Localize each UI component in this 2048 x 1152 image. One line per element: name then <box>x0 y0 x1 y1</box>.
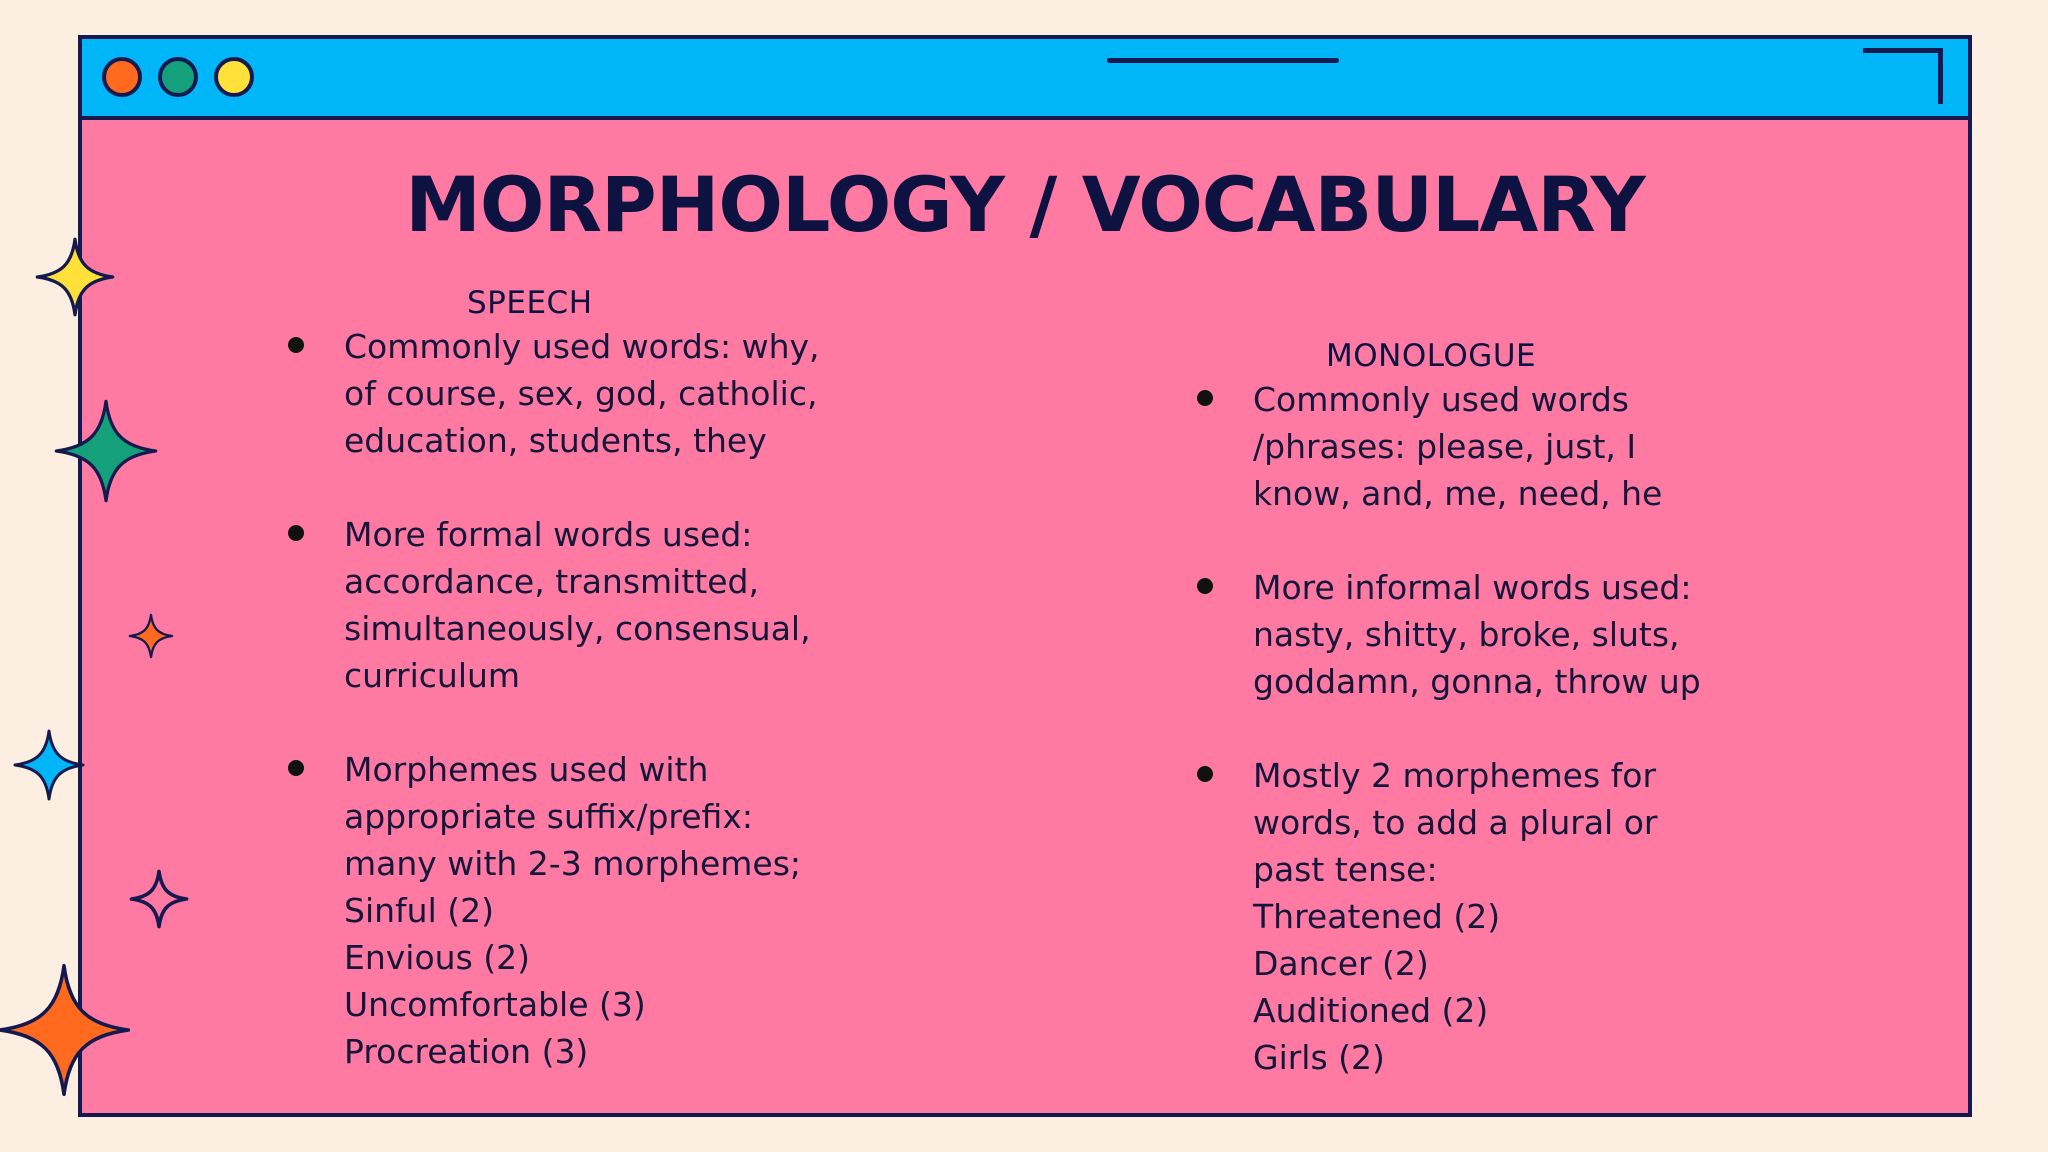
bullet-dot-icon <box>1197 766 1213 782</box>
speech-bullet-3 <box>344 746 1044 1075</box>
bullet-dot-icon <box>288 760 304 776</box>
speech-bullet-3-line-7: Procreation (3) <box>344 1032 589 1072</box>
speech-bullet-1-line-3: education, students, they <box>344 421 767 461</box>
corner-bracket-icon <box>1863 48 1943 104</box>
monologue-bullet-list <box>1253 376 1953 1081</box>
monologue-bullet-3-line-3: past tense: <box>1253 850 1438 890</box>
monologue-bullet-2-line-2: nasty, shitty, broke, sluts, <box>1253 615 1680 655</box>
speech-column <box>344 285 1044 1075</box>
monologue-bullet-3-line-7: Girls (2) <box>1253 1038 1385 1078</box>
close-dot-icon[interactable] <box>102 57 142 97</box>
minimize-dot-icon[interactable] <box>158 57 198 97</box>
speech-bullet-3-line-6: Uncomfortable (3) <box>344 985 646 1025</box>
outline-star-icon <box>129 866 189 932</box>
monologue-bullet-1-line-3: know, and, me, need, he <box>1253 474 1663 514</box>
speech-bullet-3-line-5: Envious (2) <box>344 938 530 978</box>
bullet-dot-icon <box>288 525 304 541</box>
yellow-star-icon <box>34 234 116 320</box>
titlebar-line-decoration <box>1107 58 1339 63</box>
monologue-column <box>1253 338 1953 1081</box>
speech-bullet-2-line-2: accordance, transmitted, <box>344 562 759 602</box>
speech-bullet-1 <box>344 323 1044 464</box>
small-orange-star-icon <box>128 604 174 668</box>
speech-bullet-3-line-1: Morphemes used with <box>344 750 709 790</box>
monologue-bullet-2 <box>1253 564 1953 705</box>
green-star-icon <box>52 394 160 508</box>
large-orange-star-icon <box>0 937 134 1123</box>
speech-bullet-2-line-3: simultaneously, consensual, <box>344 609 811 649</box>
bullet-dot-icon <box>1197 578 1213 594</box>
bullet-dot-icon <box>1197 390 1213 406</box>
monologue-bullet-3-line-6: Auditioned (2) <box>1253 991 1489 1031</box>
speech-bullet-1-line-2: of course, sex, god, catholic, <box>344 374 818 414</box>
speech-bullet-2-line-1: More formal words used: <box>344 515 753 555</box>
speech-bullet-3-line-3: many with 2-3 morphemes; <box>344 844 802 884</box>
monologue-bullet-3-line-1: Mostly 2 morphemes for <box>1253 756 1657 796</box>
blue-star-icon <box>12 713 86 817</box>
monologue-bullet-1 <box>1253 376 1953 517</box>
monologue-bullet-3-line-5: Dancer (2) <box>1253 944 1429 984</box>
speech-heading: SPEECH <box>467 285 593 321</box>
monologue-bullet-1-line-2: /phrases: please, just, I <box>1253 427 1637 467</box>
slide-window <box>78 35 1972 1117</box>
speech-bullet-1-line-1: Commonly used words: why, <box>344 327 820 367</box>
monologue-bullet-2-line-1: More informal words used: <box>1253 568 1692 608</box>
maximize-dot-icon[interactable] <box>214 57 254 97</box>
monologue-bullet-1-line-1: Commonly used words <box>1253 380 1629 420</box>
monologue-bullet-2-line-3: goddamn, gonna, throw up <box>1253 662 1701 702</box>
monologue-bullet-3-line-4: Threatened (2) <box>1253 897 1501 937</box>
speech-bullet-2-line-4: curriculum <box>344 656 521 696</box>
window-titlebar <box>82 39 1968 120</box>
bullet-dot-icon <box>288 337 304 353</box>
monologue-bullet-3-line-2: words, to add a plural or <box>1253 803 1658 843</box>
speech-bullet-3-line-4: Sinful (2) <box>344 891 494 931</box>
monologue-bullet-3 <box>1253 752 1953 1081</box>
monologue-heading: MONOLOGUE <box>1326 338 1537 374</box>
speech-bullet-list <box>344 323 1044 1075</box>
speech-bullet-3-line-2: appropriate suffix/prefix: <box>344 797 753 837</box>
speech-bullet-2 <box>344 511 1044 699</box>
slide-title: MORPHOLOGY / VOCABULARY <box>405 160 1645 249</box>
